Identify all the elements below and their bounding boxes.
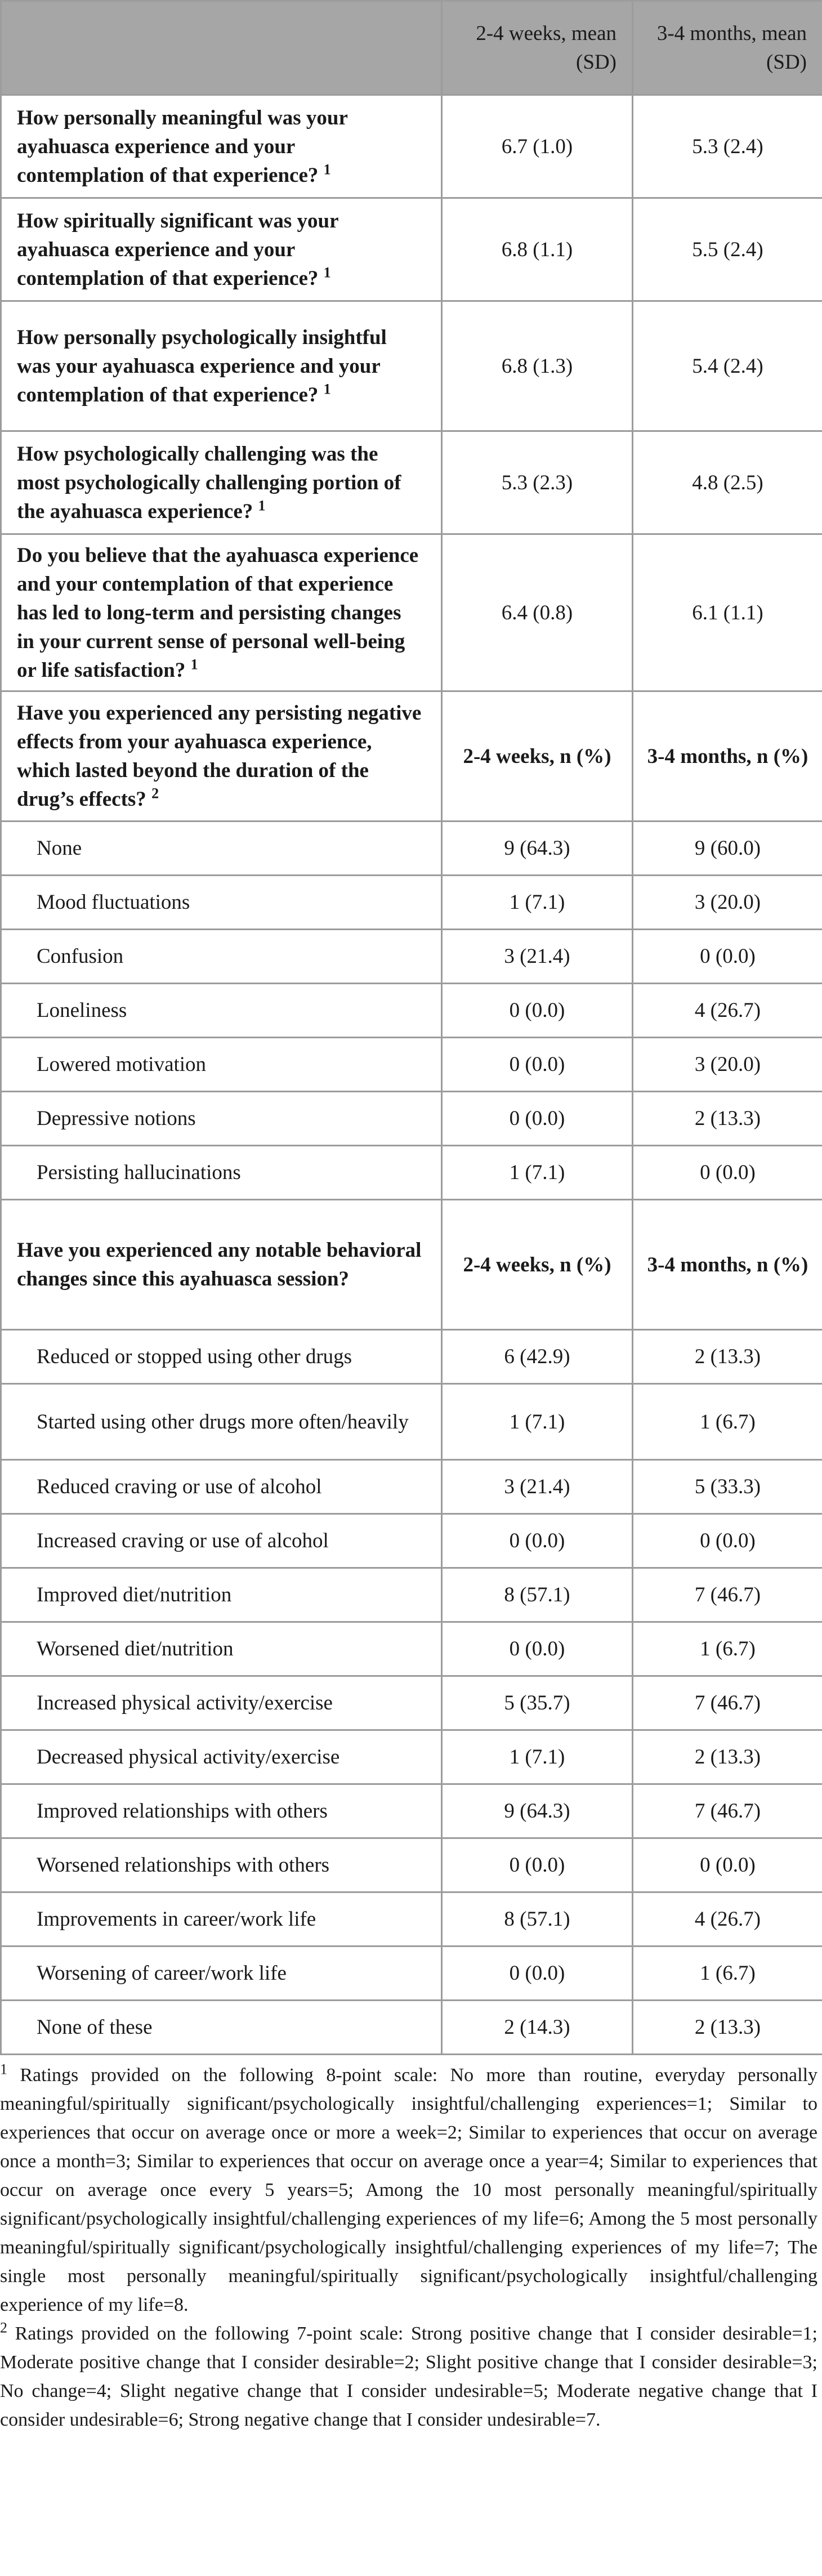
- value-2-4-weeks: 6 (42.9): [442, 1330, 633, 1384]
- value-2-4-weeks: 0 (0.0): [442, 1514, 633, 1568]
- value-3-4-months: 5.4 (2.4): [633, 301, 822, 431]
- item-label: Worsened diet/nutrition: [1, 1622, 442, 1676]
- question-text: How psychologically challenging was the most psychologically challenging portion of the ayahuasca experience? $^1$: [1, 431, 442, 534]
- item-label: Reduced or stopped using other drugs: [1, 1330, 442, 1384]
- item-label: Increased physical activity/exercise: [1, 1676, 442, 1730]
- value-3-4-months: 0 (0.0): [633, 1838, 822, 1892]
- item-label: Loneliness: [1, 984, 442, 1038]
- value-3-4-months: 2 (13.3): [633, 1730, 822, 1784]
- value-2-4-weeks: 6.7 (1.0): [442, 95, 633, 198]
- table-row: [1, 1092, 822, 1146]
- table-row: [1, 822, 822, 876]
- question-text: How spiritually significant was your ayahuasca experience and your contemplation of that experience? $^1$: [1, 198, 442, 301]
- header-col-3-4-months: 3-4 months, mean (SD): [633, 1, 822, 95]
- value-2-4-weeks: 0 (0.0): [442, 1946, 633, 2001]
- question-row: [1, 301, 822, 431]
- value-3-4-months: 7 (46.7): [633, 1784, 822, 1838]
- value-2-4-weeks: 8 (57.1): [442, 1892, 633, 1946]
- question-row: [1, 198, 822, 301]
- value-3-4-months: 4 (26.7): [633, 984, 822, 1038]
- table-row: [1, 1892, 822, 1946]
- table-row: [1, 1146, 822, 1200]
- item-label: Depressive notions: [1, 1092, 442, 1146]
- value-3-4-months: 1 (6.7): [633, 1622, 822, 1676]
- value-3-4-months: 0 (0.0): [633, 930, 822, 984]
- item-label: Decreased physical activity/exercise: [1, 1730, 442, 1784]
- section-subheader-3-4-months: 3-4 months, n (%): [633, 691, 822, 822]
- item-label: Confusion: [1, 930, 442, 984]
- section-header-row: [1, 1200, 822, 1330]
- table-row: [1, 2001, 822, 2055]
- value-3-4-months: 5.5 (2.4): [633, 198, 822, 301]
- item-label: None of these: [1, 2001, 442, 2055]
- value-2-4-weeks: 0 (0.0): [442, 1622, 633, 1676]
- table-row: [1, 984, 822, 1038]
- value-3-4-months: 5 (33.3): [633, 1460, 822, 1514]
- footnotes: [0, 2055, 822, 2434]
- item-label: Mood fluctuations: [1, 876, 442, 930]
- value-2-4-weeks: 5.3 (2.3): [442, 431, 633, 534]
- value-2-4-weeks: 2 (14.3): [442, 2001, 633, 2055]
- value-3-4-months: 5.3 (2.4): [633, 95, 822, 198]
- value-2-4-weeks: 1 (7.1): [442, 1384, 633, 1460]
- value-3-4-months: 2 (13.3): [633, 1092, 822, 1146]
- table-row: [1, 1568, 822, 1622]
- header-row: [1, 1, 822, 95]
- value-3-4-months: 4 (26.7): [633, 1892, 822, 1946]
- item-label: Reduced craving or use of alcohol: [1, 1460, 442, 1514]
- table-row: [1, 1038, 822, 1092]
- question-text: How personally meaningful was your ayahuasca experience and your contemplation of that experience? $^1$: [1, 95, 442, 198]
- question-row: [1, 431, 822, 534]
- item-label: None: [1, 822, 442, 876]
- value-3-4-months: 7 (46.7): [633, 1568, 822, 1622]
- value-3-4-months: 2 (13.3): [633, 2001, 822, 2055]
- item-label: Worsened relationships with others: [1, 1838, 442, 1892]
- value-2-4-weeks: 6.8 (1.1): [442, 198, 633, 301]
- table-row: [1, 1514, 822, 1568]
- table-row: [1, 876, 822, 930]
- value-2-4-weeks: 6.4 (0.8): [442, 534, 633, 691]
- value-3-4-months: 1 (6.7): [633, 1384, 822, 1460]
- item-label: Improvements in career/work life: [1, 1892, 442, 1946]
- item-label: Increased craving or use of alcohol: [1, 1514, 442, 1568]
- value-2-4-weeks: 9 (64.3): [442, 1784, 633, 1838]
- header-col-2-4-weeks: 2-4 weeks, mean (SD): [442, 1, 633, 95]
- table-row: [1, 930, 822, 984]
- section-subheader-2-4-weeks: 2-4 weeks, n (%): [442, 691, 633, 822]
- item-label: Lowered motivation: [1, 1038, 442, 1092]
- section-subheader-2-4-weeks: 2-4 weeks, n (%): [442, 1200, 633, 1330]
- table-row: [1, 1460, 822, 1514]
- section-question-behavioral-changes: Have you experienced any notable behavioral changes since this ayahuasca session?: [1, 1200, 442, 1330]
- table-row: [1, 1946, 822, 2001]
- item-label: Started using other drugs more often/heavily: [1, 1384, 442, 1460]
- value-2-4-weeks: 0 (0.0): [442, 1838, 633, 1892]
- value-2-4-weeks: 9 (64.3): [442, 822, 633, 876]
- section-header-row: [1, 691, 822, 822]
- value-2-4-weeks: 3 (21.4): [442, 1460, 633, 1514]
- item-label: Persisting hallucinations: [1, 1146, 442, 1200]
- table-row: [1, 1784, 822, 1838]
- section-subheader-3-4-months: 3-4 months, n (%): [633, 1200, 822, 1330]
- value-3-4-months: 4.8 (2.5): [633, 431, 822, 534]
- footnote: $^1$ Ratings provided on the following 8-point scale: No more than routine, everyday personally meaningful/spiritually significant/psychologically insightful/challenging experiences=1; Similar to experiences that occur on average once or more a week=2; Similar to experiences that occur on average once a month=3; Similar to experiences that occur on average once a year=4; Similar to experiences that occur on average once every 5 years=5; Among the 10 most personally meaningful/spiritually significant/psychologically insightful/challenging experiences of my life=6; Among the 5 most personally meaningful/spiritually significant/psychologically insightful/challenging experiences of my life=7; The single most personally meaningful/spiritually significant/psychologically insightful/challenging experience of my life=8.: [0, 2061, 818, 2315]
- item-label: Improved diet/nutrition: [1, 1568, 442, 1622]
- value-2-4-weeks: 8 (57.1): [442, 1568, 633, 1622]
- value-3-4-months: 0 (0.0): [633, 1514, 822, 1568]
- table-row: [1, 1676, 822, 1730]
- question-text: How personally psychologically insightful was your ayahuasca experience and your contemplation of that experience? $^1$: [1, 301, 442, 431]
- value-2-4-weeks: 1 (7.1): [442, 876, 633, 930]
- value-2-4-weeks: 5 (35.7): [442, 1676, 633, 1730]
- value-2-4-weeks: 3 (21.4): [442, 930, 633, 984]
- section-question-negative-effects: Have you experienced any persisting negative effects from your ayahuasca experience, which lasted beyond the duration of the drug’s effects? $^2$: [1, 691, 442, 822]
- value-2-4-weeks: 0 (0.0): [442, 1038, 633, 1092]
- value-3-4-months: 1 (6.7): [633, 1946, 822, 2001]
- table-row: [1, 1622, 822, 1676]
- question-row: [1, 95, 822, 198]
- table-row: [1, 1838, 822, 1892]
- question-text: Do you believe that the ayahuasca experience and your contemplation of that experience has led to long-term and persisting changes in your current sense of personal well-being or life satisfaction? $^1$: [1, 534, 442, 691]
- value-3-4-months: 3 (20.0): [633, 876, 822, 930]
- value-2-4-weeks: 1 (7.1): [442, 1146, 633, 1200]
- value-2-4-weeks: 0 (0.0): [442, 984, 633, 1038]
- value-3-4-months: 3 (20.0): [633, 1038, 822, 1092]
- table-row: [1, 1730, 822, 1784]
- value-3-4-months: 9 (60.0): [633, 822, 822, 876]
- value-2-4-weeks: 0 (0.0): [442, 1092, 633, 1146]
- item-label: Worsening of career/work life: [1, 1946, 442, 2001]
- value-2-4-weeks: 6.8 (1.3): [442, 301, 633, 431]
- value-3-4-months: 6.1 (1.1): [633, 534, 822, 691]
- table-row: [1, 1330, 822, 1384]
- question-row: [1, 534, 822, 691]
- table-row: [1, 1384, 822, 1460]
- item-label: Improved relationships with others: [1, 1784, 442, 1838]
- footnote: $^2$ Ratings provided on the following 7-point scale: Strong positive change that I consider desirable=1; Moderate positive change that I consider desirable=2; Slight positive change that I consider desirable=3; No change=4; Slight negative change that I consider undesirable=5; Moderate negative change that I consider undesirable=6; Strong negative change that I consider undesirable=7.: [0, 2319, 817, 2430]
- value-3-4-months: 2 (13.3): [633, 1330, 822, 1384]
- header-blank-cell: [1, 1, 442, 95]
- value-3-4-months: 0 (0.0): [633, 1146, 822, 1200]
- value-3-4-months: 7 (46.7): [633, 1676, 822, 1730]
- value-2-4-weeks: 1 (7.1): [442, 1730, 633, 1784]
